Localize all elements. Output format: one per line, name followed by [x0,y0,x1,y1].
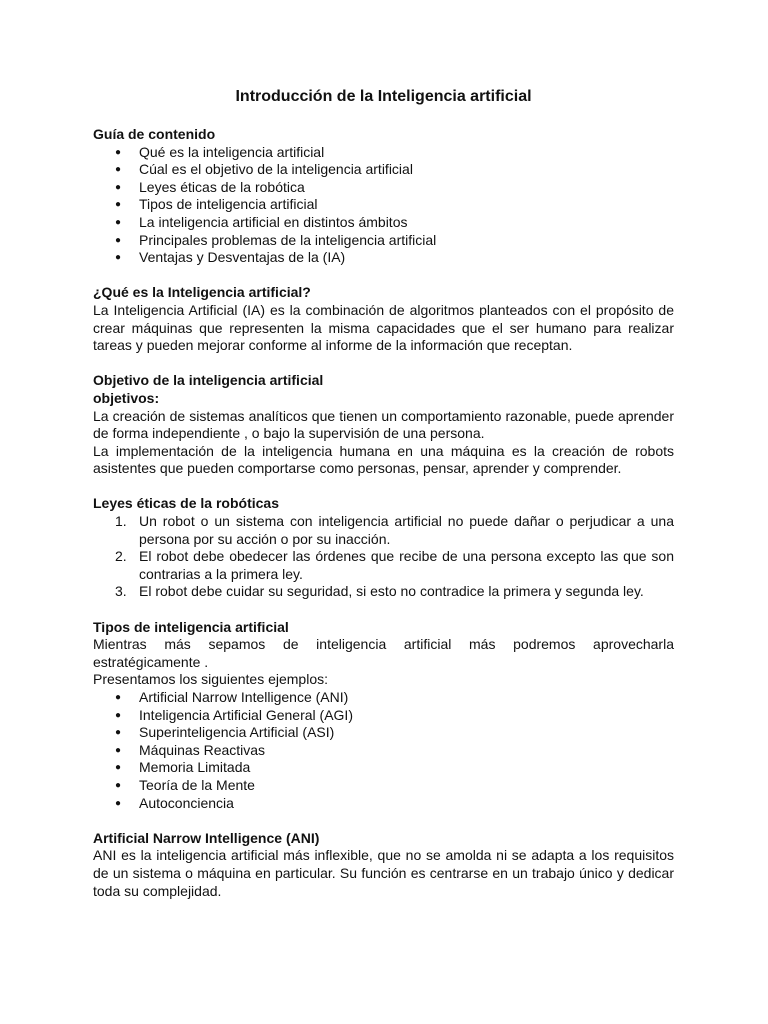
list-item: ● Cúal es el objetivo de la inteligencia artificial [93,161,674,179]
list-item [93,513,674,548]
toc-section [93,126,674,267]
toc-heading: Guía de contenido [93,126,216,142]
leyes-section [93,495,674,601]
list-item: ● Superinteligencia Artificial (ASI) [93,724,674,742]
tipos-section [93,619,674,813]
list-item-text: El robot debe cuidar su seguridad, si esto no contradice la primera y segunda ley. [139,583,644,600]
section-paragraph: La creación de sistemas analíticos que tienen un comportamiento razonable, puede aprender de forma independiente , o bajo la supervisión de una persona. [93,407,674,442]
tipos-list [93,689,674,812]
list-item: ● Memoria Limitada [93,759,674,777]
section-heading: Objetivo de la inteligencia artificial [93,372,324,389]
list-item: ● Inteligencia Artificial General (AGI) [93,707,674,725]
list-item: ● Artificial Narrow Intelligence (ANI) [93,689,674,707]
section-paragraph: Mientras más sepamos de inteligencia artificial más podremos aprovecharla estratégicamente . [93,636,674,670]
section-paragraph: Presentamos los siguientes ejemplos: [93,671,329,688]
list-item: ● Tipos de inteligencia artificial [93,196,674,214]
toc-list [93,144,674,267]
leyes-list [93,513,674,601]
document-title: Introducción de la Inteligencia artificial [235,88,532,105]
list-item: ● Leyes éticas de la robótica [93,179,674,197]
section-heading: Tipos de inteligencia artificial [93,618,289,635]
section-paragraph: ANI es la inteligencia artificial más inflexible, que no se amolda ni se adapta a los requisitos de un sistema o máquina en particular. Su función es centrarse en un trabajo único y dedicar toda su complejidad. [93,847,674,899]
section-subheading: objetivos: [93,389,160,406]
list-number: 1. [115,513,127,530]
list-item: ● Ventajas y Desventajas de la (IA) [93,249,674,267]
que-es-section [93,284,674,354]
list-item: ● Máquinas Reactivas [93,742,674,760]
list-item: ● Teoría de la Mente [93,777,674,795]
list-item: ● Autoconciencia [93,795,674,813]
list-item-text: El robot debe obedecer las órdenes que recibe de una persona excepto las que son contrarias a la primera ley. [139,548,674,582]
section-paragraph: La Inteligencia Artificial (IA) es la combinación de algoritmos planteados con el propósito de crear máquinas que representen la misma capacidades que el ser humano para realizar tareas y pueden mejorar conforme al informe de la información que receptan. [93,301,674,354]
objetivo-section [93,372,674,478]
list-number: 3. [115,583,127,600]
section-heading: ¿Qué es la Inteligencia artificial? [93,284,311,301]
section-heading: Leyes éticas de la robóticas [93,495,279,512]
list-item [93,583,674,601]
ani-section [93,830,674,900]
list-item: ● Principales problemas de la inteligencia artificial [93,232,674,250]
list-item: ● Qué es la inteligencia artificial [93,144,674,162]
list-number: 2. [115,548,127,565]
list-item-text: Un robot o un sistema con inteligencia artificial no puede dañar o perjudicar a una persona por su acción o por su inacción. [139,513,674,547]
section-paragraph: La implementación de la inteligencia humana en una máquina es la creación de robots asistentes que pueden comportarse como personas, pensar, aprender y comprender. [93,442,674,477]
list-item: ● La inteligencia artificial en distintos ámbitos [93,214,674,232]
section-heading: Artificial Narrow Intelligence (ANI) [93,829,320,846]
list-item [93,548,674,583]
